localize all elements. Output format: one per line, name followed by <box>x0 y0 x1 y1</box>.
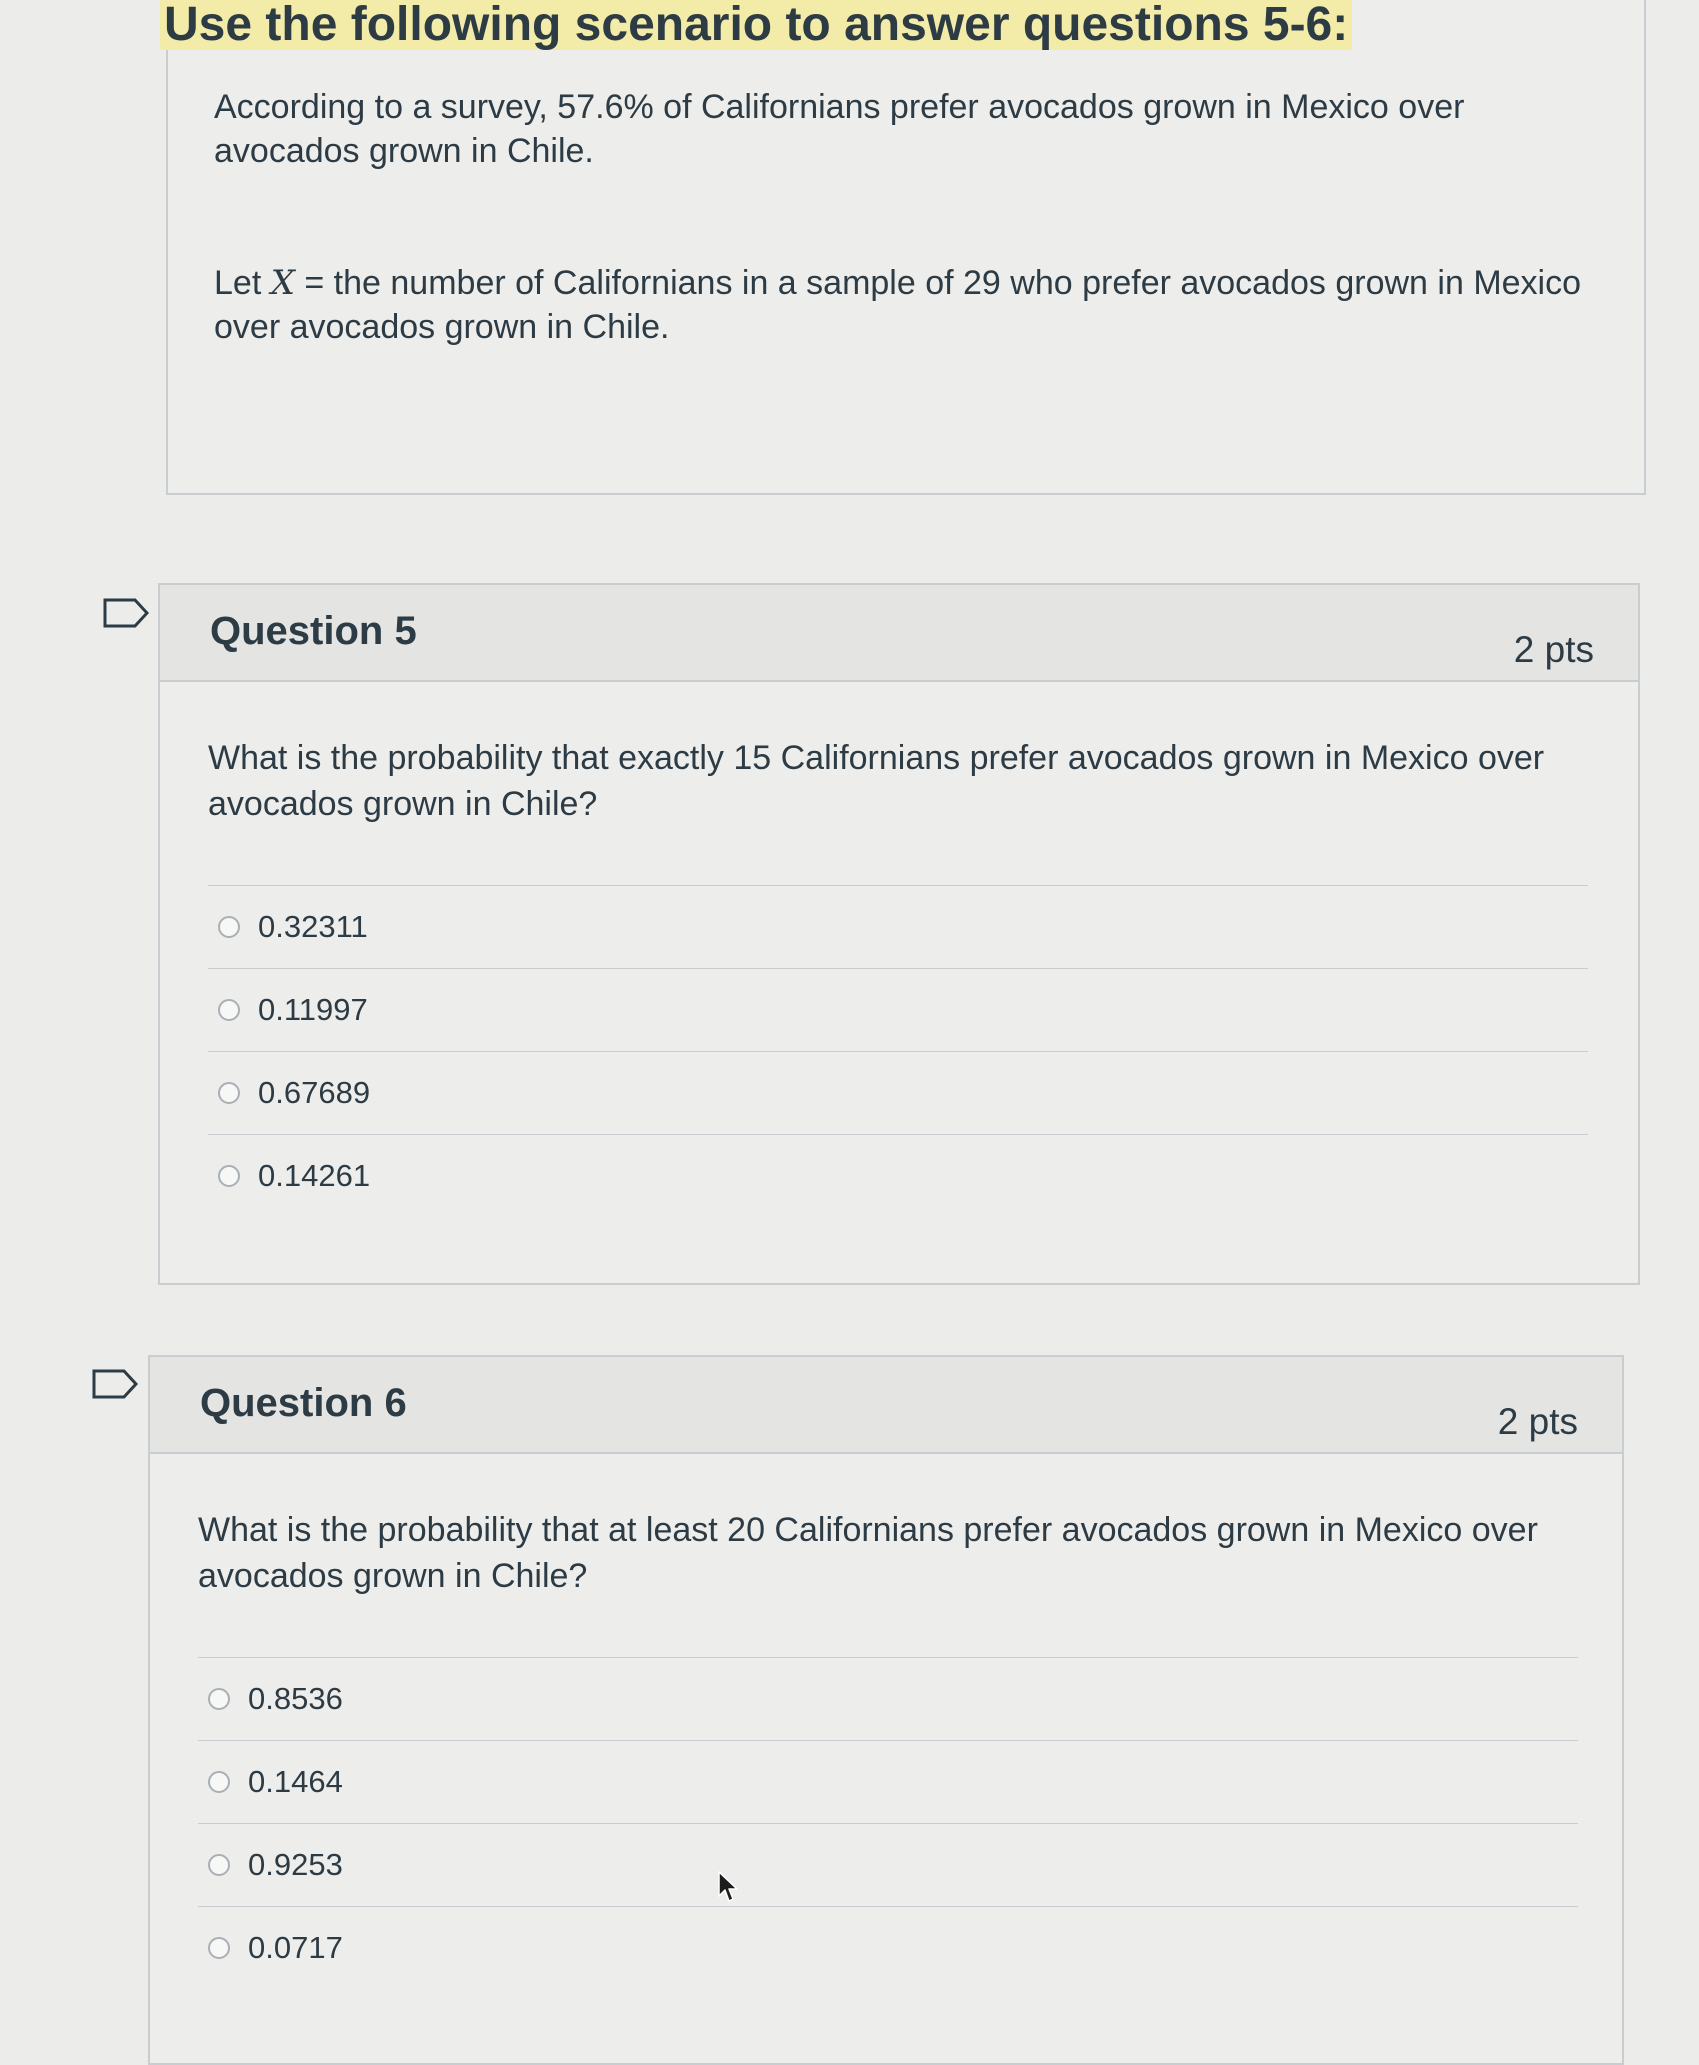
answer-label: 0.11997 <box>258 992 368 1027</box>
answer-option[interactable] <box>198 1823 1578 1906</box>
question-5-header <box>160 585 1638 682</box>
radio-button[interactable] <box>208 1937 230 1959</box>
definition-prefix: Let <box>214 264 271 302</box>
question-5-card <box>158 583 1640 1285</box>
question-6-text: What is the probability that at least 20 Californians prefer avocados grown in Mexico over avocados grown in Chile? <box>198 1511 1538 1595</box>
radio-button[interactable] <box>218 1082 240 1104</box>
flag-question-icon[interactable] <box>103 598 149 628</box>
radio-button[interactable] <box>208 1771 230 1793</box>
question-5-points: 2 pts <box>1513 629 1594 670</box>
question-6-title: Question 6 <box>200 1381 407 1425</box>
answer-option[interactable] <box>208 1134 1588 1217</box>
mouse-pointer-icon <box>717 1870 739 1904</box>
answer-label: 0.8536 <box>248 1681 343 1716</box>
scenario-heading: Use the following scenario to answer questions 5-6: <box>160 0 1352 50</box>
scenario-paragraph-definition <box>214 261 1614 349</box>
definition-rest: = the number of Californians in a sample of 29 who prefer avocados grown in Mexico over avocados grown in Chile. <box>214 264 1582 346</box>
radio-button[interactable] <box>218 916 240 938</box>
answer-label: 0.0717 <box>248 1930 343 1965</box>
flag-question-icon[interactable] <box>92 1369 138 1399</box>
radio-button[interactable] <box>208 1688 230 1710</box>
answer-label: 0.67689 <box>258 1075 371 1110</box>
radio-button[interactable] <box>208 1854 230 1876</box>
answer-label: 0.1464 <box>248 1764 343 1799</box>
answer-option[interactable] <box>208 1051 1588 1134</box>
answer-option[interactable] <box>198 1740 1578 1823</box>
scenario-box <box>166 0 1646 495</box>
answer-option[interactable] <box>208 968 1588 1051</box>
answer-label: 0.14261 <box>258 1158 371 1193</box>
answer-label: 0.32311 <box>258 909 368 944</box>
question-6-header <box>150 1357 1622 1454</box>
question-5-text: What is the probability that exactly 15 Californians prefer avocados grown in Mexico over avocados grown in Chile? <box>208 739 1545 823</box>
radio-button[interactable] <box>218 999 240 1021</box>
question-6-card <box>148 1355 1624 2065</box>
answer-option[interactable] <box>208 885 1588 968</box>
answer-option[interactable] <box>198 1906 1578 1989</box>
question-6-answers <box>198 1657 1578 1989</box>
question-6-points: 2 pts <box>1497 1401 1578 1442</box>
answer-label: 0.9253 <box>248 1847 343 1882</box>
scenario-paragraph-survey: According to a survey, 57.6% of Californians prefer avocados grown in Mexico over avocados grown in Chile. <box>214 88 1465 170</box>
radio-button[interactable] <box>218 1165 240 1187</box>
random-variable-x: X <box>270 263 295 303</box>
answer-option[interactable] <box>198 1657 1578 1740</box>
question-5-answers <box>208 885 1588 1217</box>
question-5-title: Question 5 <box>210 609 417 653</box>
